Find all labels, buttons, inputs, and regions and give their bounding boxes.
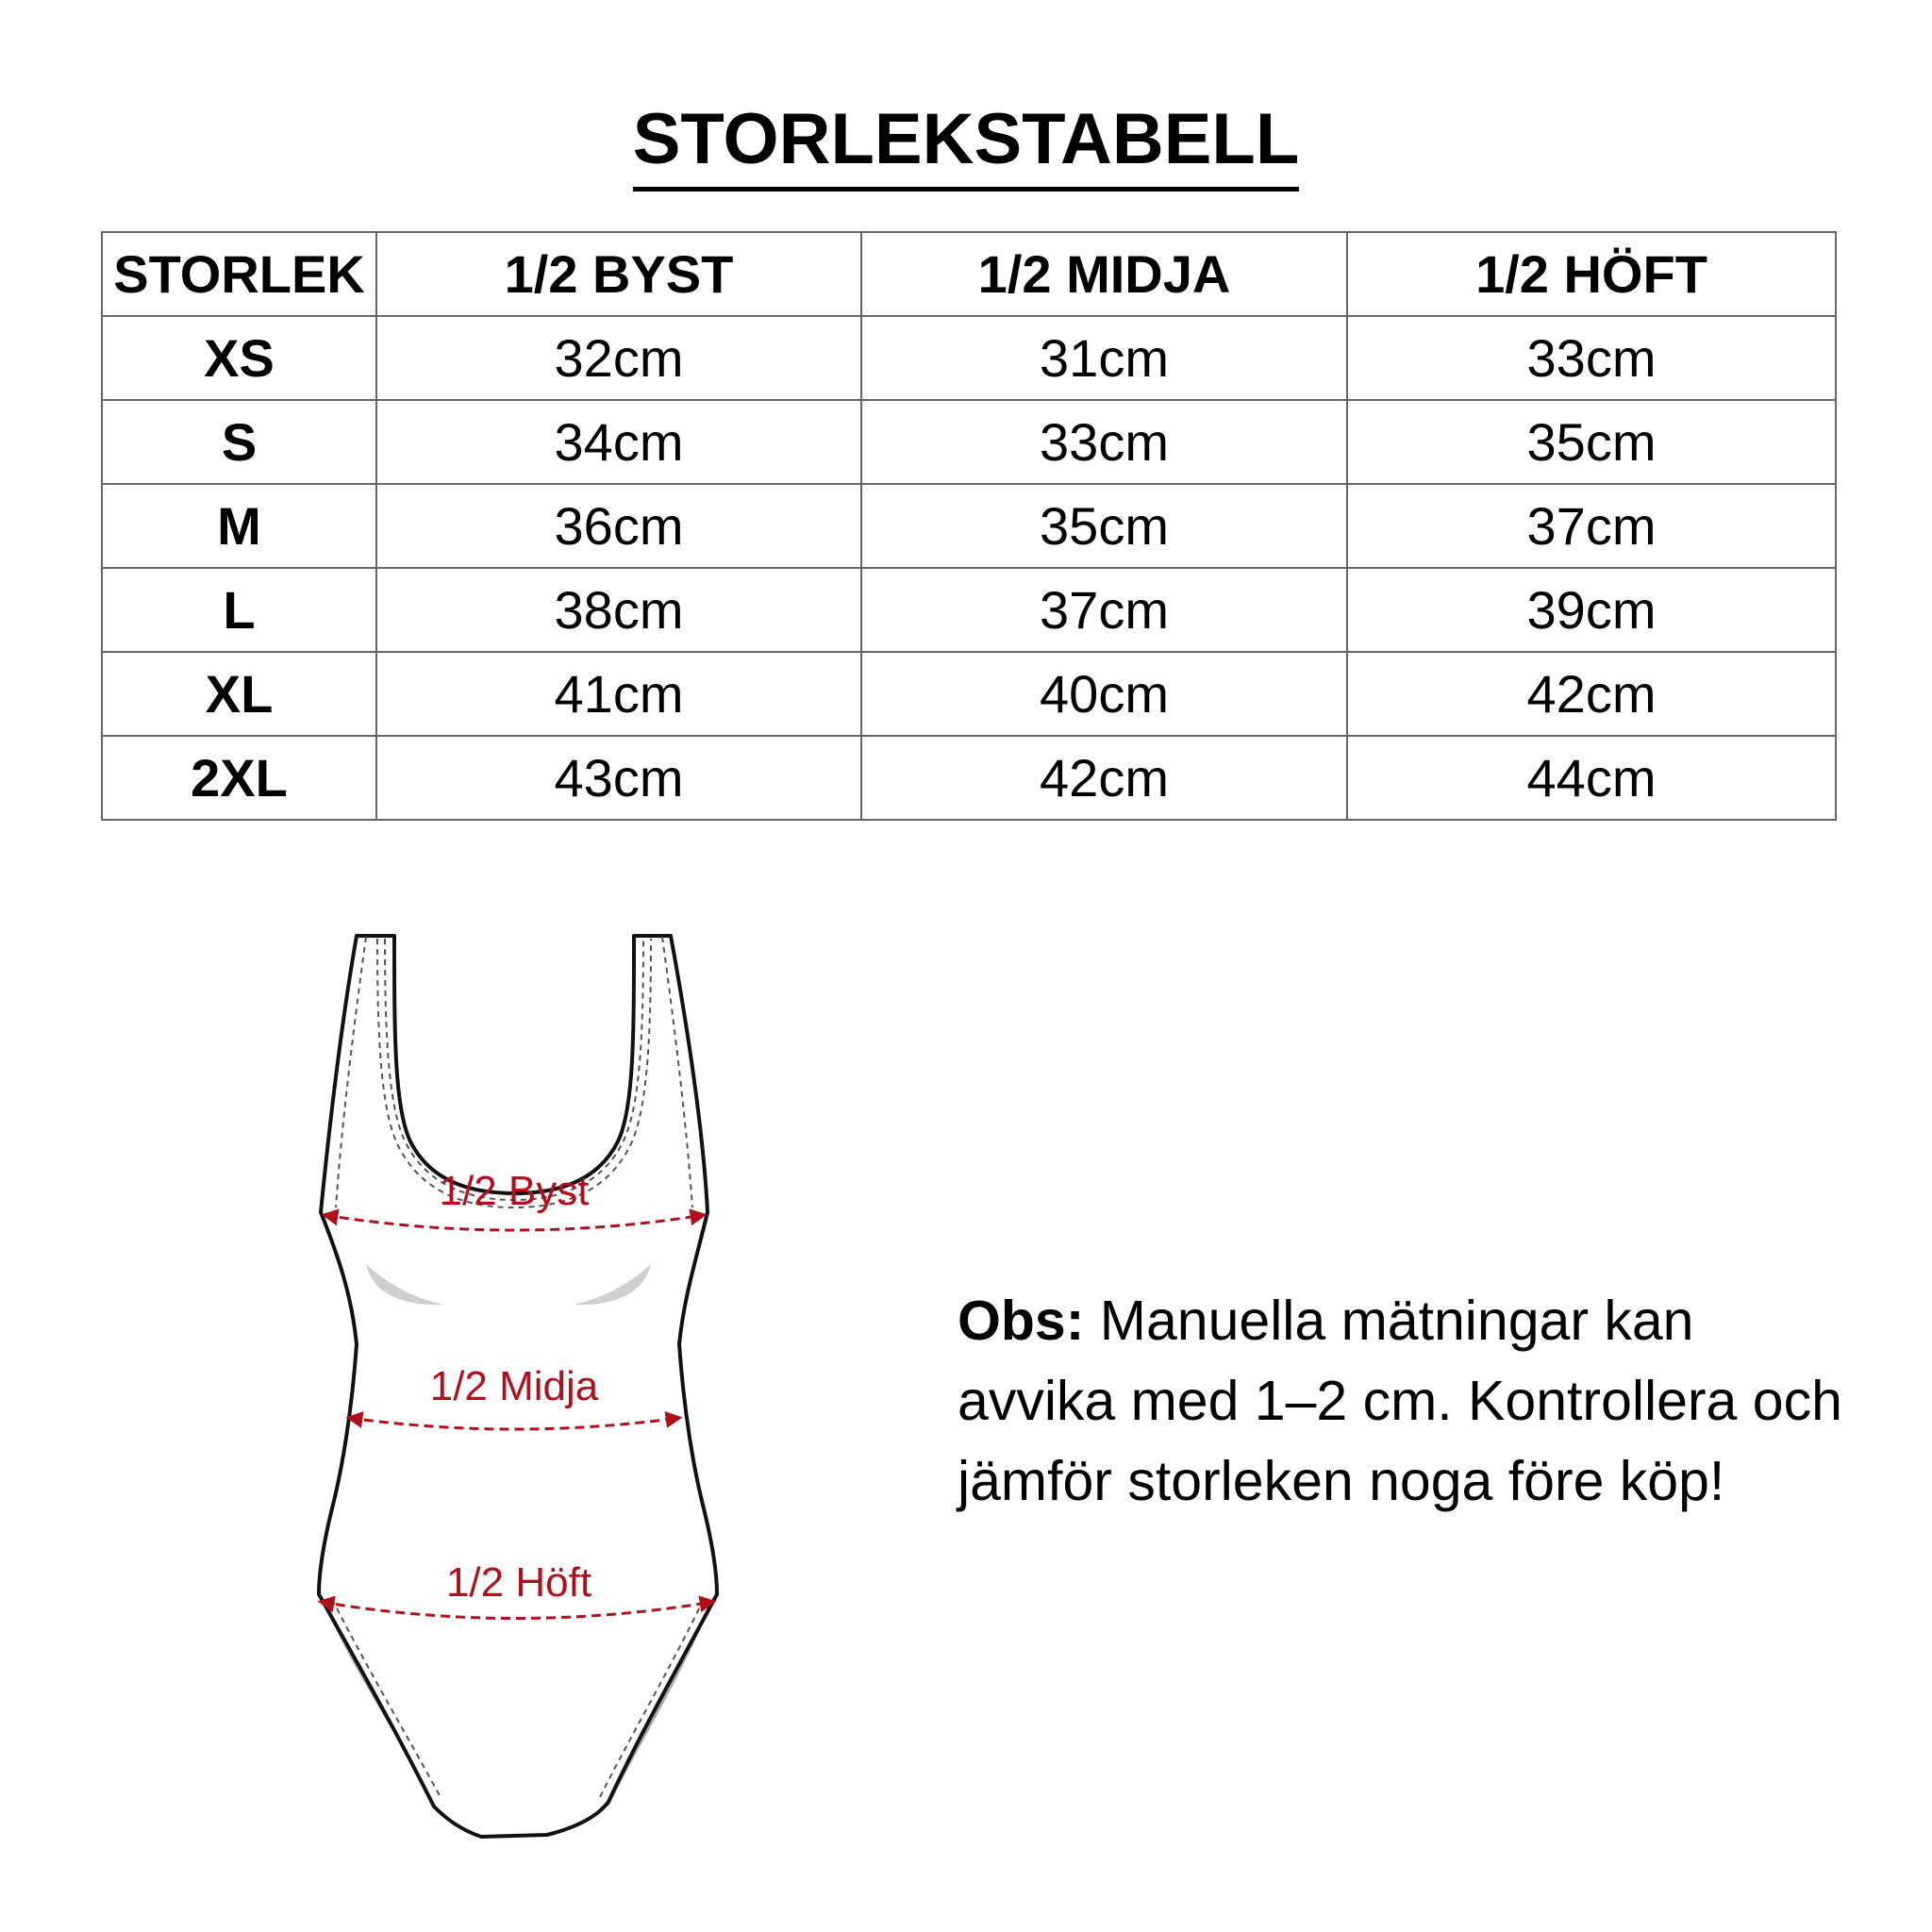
- size-cell: 2XL: [102, 736, 376, 820]
- hip-cell: 44cm: [1347, 736, 1836, 820]
- page-title: [0, 99, 1932, 192]
- waist-cell: 37cm: [861, 568, 1347, 652]
- note-label: Obs:: [958, 1290, 1085, 1352]
- bust-cell: 41cm: [376, 652, 861, 736]
- size-table: [101, 231, 1837, 821]
- bust-cell: 34cm: [376, 400, 861, 484]
- table-row: [102, 400, 1836, 484]
- hip-label: 1/2 Höft: [445, 1559, 592, 1606]
- note-body: Manuella mätningar kan avvika med 1–2 cm. Kontrollera och jämför storleken noga före köp!: [958, 1290, 1842, 1512]
- table-row: [102, 568, 1836, 652]
- waist-cell: 33cm: [861, 400, 1347, 484]
- bust-cell: 43cm: [376, 736, 861, 820]
- size-cell: XS: [102, 316, 376, 400]
- bust-cell: 36cm: [376, 484, 861, 568]
- waist-cell: 35cm: [861, 484, 1347, 568]
- size-cell: L: [102, 568, 376, 652]
- size-cell: XL: [102, 652, 376, 736]
- hip-cell: 39cm: [1347, 568, 1836, 652]
- size-cell: S: [102, 400, 376, 484]
- title-text: STORLEKSTABELL: [633, 104, 1300, 192]
- table-row: [102, 316, 1836, 400]
- table-row: [102, 736, 1836, 820]
- hip-cell: 35cm: [1347, 400, 1836, 484]
- size-cell: M: [102, 484, 376, 568]
- table-header-row: [102, 232, 1836, 316]
- waist-cell: 31cm: [861, 316, 1347, 400]
- header-bust: 1/2 BYST: [376, 232, 861, 316]
- bust-label: 1/2 Byst: [439, 1168, 590, 1214]
- hip-cell: 33cm: [1347, 316, 1836, 400]
- table-row: [102, 652, 1836, 736]
- hip-cell: 42cm: [1347, 652, 1836, 736]
- table-row: [102, 484, 1836, 568]
- note-text: [958, 1281, 1863, 1522]
- waist-cell: 42cm: [861, 736, 1347, 820]
- hip-cell: 37cm: [1347, 484, 1836, 568]
- bust-cell: 32cm: [376, 316, 861, 400]
- waist-cell: 40cm: [861, 652, 1347, 736]
- header-waist: 1/2 MIDJA: [861, 232, 1347, 316]
- header-size: STORLEK: [102, 232, 376, 316]
- header-hip: 1/2 HÖFT: [1347, 232, 1836, 316]
- waist-label: 1/2 Midja: [429, 1363, 599, 1409]
- bust-cell: 38cm: [376, 568, 861, 652]
- swimsuit-diagram: [283, 920, 755, 1863]
